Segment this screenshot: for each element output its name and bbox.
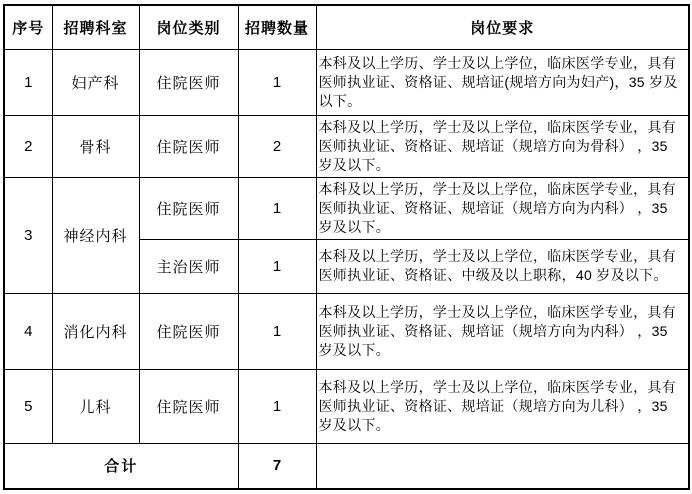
row-number-cell: 1	[4, 49, 52, 115]
position-type-cell: 住院医师	[139, 293, 238, 369]
total-label-cell: 合计	[4, 443, 238, 489]
count-cell: 2	[238, 115, 316, 177]
dept-cell: 妇产科	[52, 49, 139, 115]
row-number-cell: 5	[4, 369, 52, 443]
table-row	[4, 369, 689, 443]
position-type-cell: 住院医师	[139, 49, 238, 115]
table-row	[4, 177, 689, 239]
count-cell: 1	[238, 369, 316, 443]
header-row	[4, 5, 689, 49]
requirements-cell: 本科及以上学历，学士及以上学位，临床医学专业，具有医师执业证、资格证、中级及以上职称，40 岁及以下。	[316, 239, 689, 293]
count-cell: 1	[238, 49, 316, 115]
position-type-cell: 住院医师	[139, 115, 238, 177]
requirements-cell: 本科及以上学历、学士及以上学位，临床医学专业，具有医师执业证、资格证、规培证(规培方向为妇产)，35 岁及以下。	[316, 49, 689, 115]
row-number-cell: 3	[4, 177, 52, 293]
count-cell: 1	[238, 177, 316, 239]
header-cell-no: 序号	[4, 5, 52, 49]
position-type-cell: 住院医师	[139, 177, 238, 239]
table-row	[4, 49, 689, 115]
dept-cell: 儿科	[52, 369, 139, 443]
requirements-cell: 本科及以上学历，学士及以上学位，临床医学专业，具有医师执业证、资格证、规培证（规培方向为内科） ，35 岁及以下。	[316, 293, 689, 369]
requirements-cell: 本科及以上学历，学士及以上学位，临床医学专业，具有医师执业证、资格证、规培证（规培方向为儿科） ，35 岁及以下。	[316, 369, 689, 443]
row-number-cell: 2	[4, 115, 52, 177]
recruitment-table	[3, 4, 690, 490]
total-count-cell: 7	[238, 443, 316, 489]
dept-cell: 消化内科	[52, 293, 139, 369]
table-row	[4, 115, 689, 177]
header-cell-requirements: 岗位要求	[316, 5, 689, 49]
position-type-cell: 住院医师	[139, 369, 238, 443]
dept-cell: 骨科	[52, 115, 139, 177]
position-type-cell: 主治医师	[139, 239, 238, 293]
requirements-cell: 本科及以上学历，学士及以上学位，临床医学专业，具有医师执业证、资格证、规培证（规培方向为内科） ，35 岁及以下。	[316, 177, 689, 239]
count-cell: 1	[238, 293, 316, 369]
table-row	[4, 293, 689, 369]
header-cell-dept: 招聘科室	[52, 5, 139, 49]
dept-cell: 神经内科	[52, 177, 139, 293]
header-cell-category: 岗位类别	[139, 5, 238, 49]
total-row	[4, 443, 689, 489]
requirements-cell: 本科及以上学历，学士及以上学位，临床医学专业，具有医师执业证、资格证、规培证（规培方向为骨科） ，35 岁及以下。	[316, 115, 689, 177]
count-cell: 1	[238, 239, 316, 293]
header-cell-count: 招聘数量	[238, 5, 316, 49]
total-empty-cell	[316, 443, 689, 489]
row-number-cell: 4	[4, 293, 52, 369]
